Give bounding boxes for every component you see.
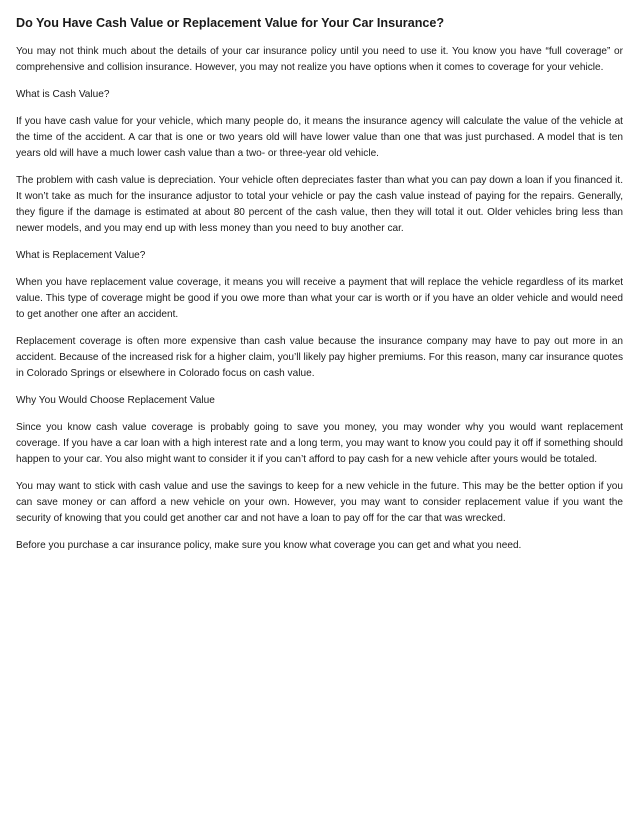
section-heading-replacement-value: What is Replacement Value? (16, 250, 146, 261)
replacement-value-paragraph-1: When you have replacement value coverage, it means you will receive a payment that will replace the vehicle regardless of its market value. This type of coverage might be good if you owe more than what your car is worth or if you have an older vehicle and would need to get another one after an accident. (16, 277, 623, 320)
closing-paragraph: Before you purchase a car insurance policy, make sure you know what coverage you can get and what you need. (16, 540, 522, 551)
cash-value-paragraph-2: The problem with cash value is depreciation. Your vehicle often depreciates faster than what you can pay down a loan if you financed it. It won’t take as much for the insurance adjustor to total your vehicle or pay the cash value instead of paying for the repairs. Generally, they figure if the damage is estimated at about 80 percent of the cash value, then they will total it out. Older vehicles bring less than newer models, and you may end up with less money than you need to buy another car. (16, 175, 623, 234)
cash-value-paragraph-1: If you have cash value for your vehicle, which many people do, it means the insurance agency will calculate the value of the vehicle at the time of the accident. A car that is one or two years old will have lower value than one that was just purchased. A model that is ten years old will have a much lower cash value than a two- or three-year old vehicle. (16, 116, 623, 159)
replacement-value-paragraph-2: Replacement coverage is often more expensive than cash value because the insurance company may have to pay out more in an accident. Because of the increased risk for a higher claim, you’ll likely pay higher premiums. For this reason, many car insurance quotes in Colorado Springs or elsewhere in Colorado focus on cash value. (16, 336, 623, 379)
intro-paragraph: You may not think much about the details of your car insurance policy until you need to use it. You know you have “full coverage” or comprehensive and collision insurance. However, you may not realize you have options when it comes to coverage for your vehicle. (16, 46, 623, 73)
document-title: Do You Have Cash Value or Replacement Value for Your Car Insurance? (16, 16, 445, 30)
section-heading-why-choose: Why You Would Choose Replacement Value (16, 395, 215, 406)
why-choose-paragraph-1: Since you know cash value coverage is probably going to save you money, you may wonder why you would want replacement coverage. If you have a car loan with a high interest rate and a long term, you may want to know you could pay it off if something should happen to your car. You also might want to consider it if you can’t afford to pay cash for a new vehicle after yours would be totaled. (16, 422, 623, 465)
why-choose-paragraph-2: You may want to stick with cash value and use the savings to keep for a new vehicle in the future. This may be the better option if you can save money or can afford a new vehicle on your own. However, you may want to consider replacement value if you want the security of knowing that you could get another car and not have a loan to pay off for the car that was wrecked. (16, 481, 623, 524)
section-heading-cash-value: What is Cash Value? (16, 89, 110, 100)
